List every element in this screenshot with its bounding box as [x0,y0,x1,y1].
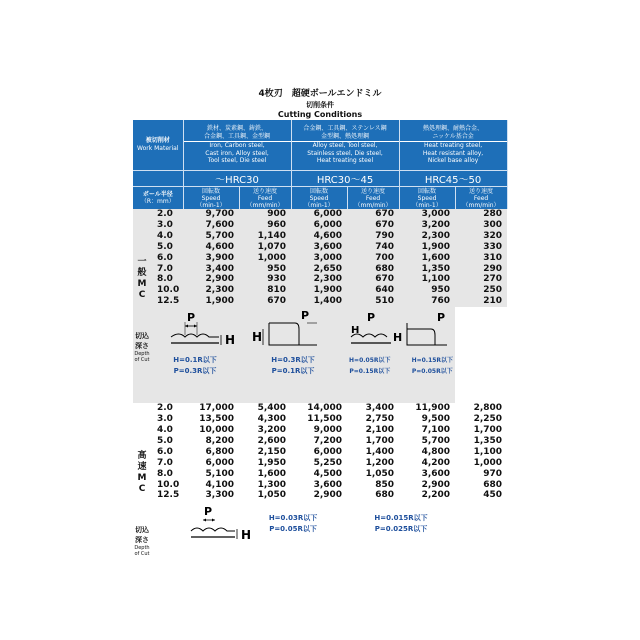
material-2-en3: Heat treating steel [316,157,374,165]
feed-cell: 1,100 [473,446,503,457]
speed-cell: 4,600 [313,230,343,241]
feed-cell: 810 [267,285,287,296]
cond-2-h: H=0.3R以下 [271,356,315,365]
material-3-jp1: 熱処理鋼、耐熱合金、 [423,125,484,133]
radius-cell: 3.0 [157,414,173,425]
feed-unit: （mm/min） [462,201,500,209]
depth-diagram-2-svg [239,307,347,349]
speed-cell: 4,500 [313,468,343,479]
speed-cell: 3,300 [205,490,235,501]
table-row [133,469,507,480]
speed-cell: 13,500 [199,414,235,425]
ball-radius-label: ボール半径 [142,191,173,198]
feed-header [347,187,399,210]
section-label-char: M [137,472,147,483]
speed-cell: 14,000 [307,403,343,414]
depth-diagram-2 [239,307,347,403]
speed-cell: 3,400 [205,263,235,274]
h-letter: H [393,331,403,345]
radius-cell: 6.0 [157,252,173,263]
feed-cell: 2,250 [473,414,503,425]
feed-cell: 1,700 [473,424,503,435]
feed-cell: 1,140 [257,230,287,241]
feed-cell: 2,600 [257,435,287,446]
p-letter: P [437,311,446,325]
material-1 [183,120,291,171]
feed-header [239,187,291,210]
feed-cell: 320 [483,230,503,241]
feed-cell: 310 [483,252,503,263]
speed-cell: 5,700 [421,435,451,446]
speed-cell: 4,100 [205,479,235,490]
speed-cell: 1,900 [205,296,235,307]
speed-jp: 回転数 [202,187,221,195]
h-letter: H [252,330,263,345]
feed-cell: 850 [375,479,395,490]
highspeed-depth-section [133,501,507,583]
feed-cell: 2,750 [365,414,395,425]
speed-cell: 7,200 [313,435,343,446]
material-3 [399,120,507,171]
feed-cell: 2,800 [473,403,503,414]
material-2-en1: Alloy steel, Tool steel, [312,142,378,150]
section-label-char: C [138,289,146,300]
table-row [133,490,507,501]
feed-en: Feed [473,194,489,202]
feed-cell: 670 [375,209,395,219]
section-label-char: 一 [137,257,147,267]
cond-hs-1-h: H=0.03R以下 [268,514,318,523]
feed-cell: 450 [483,490,503,501]
speed-cell: 2,300 [205,285,235,296]
speed-unit: （min-1） [196,201,226,209]
speed-en: Speed [309,194,329,202]
speed-cell: 2,900 [205,274,235,285]
table-row [133,231,507,242]
radius-cell: 7.0 [157,457,173,468]
work-material-jp: 被切削材 [145,137,170,144]
speed-header [399,187,455,210]
feed-cell: 740 [375,241,395,252]
table-row [133,447,507,458]
cond-hs-2-h: H=0.015R以下 [374,514,428,523]
radius-cell: 10.0 [157,479,180,490]
feed-unit: （mm/min） [246,201,284,209]
feed-cell: 790 [375,230,395,241]
speed-cell: 6,000 [205,457,235,468]
speed-cell: 9,700 [205,209,235,219]
material-row [133,120,507,171]
table-row [133,414,507,425]
work-material-label [133,120,183,171]
depth-diagram-hs [151,501,252,583]
radius-cell: 6.0 [157,446,173,457]
feed-cell: 680 [483,479,503,490]
ball-radius-header [133,187,183,210]
section-label-char: 高 [137,451,147,462]
feed-cell: 2,150 [257,446,287,457]
feed-cell: 1,400 [365,446,395,457]
feed-cell: 3,400 [365,403,395,414]
material-1-en2: Cast iron, Alloy steel, [205,149,269,157]
feed-cell: 1,050 [257,490,287,501]
feed-cell: 300 [483,219,503,230]
radius-cell: 2.0 [157,209,173,219]
speed-cell: 6,800 [205,446,235,457]
speed-cell: 3,000 [421,209,451,219]
speed-cell: 3,600 [313,479,343,490]
feed-cell: 4,300 [257,414,287,425]
radius-cell: 8.0 [157,274,173,285]
speed-jp: 回転数 [418,187,437,195]
material-3-en1: Heat treating steel, [423,142,483,150]
material-1-en1: Iron, Carbon steel, [209,142,265,150]
speed-cell: 2,650 [313,263,343,274]
cond-1-p: P=0.3R以下 [173,367,217,376]
depth-of-cut-label-2 [133,501,151,583]
hardness-row [133,171,507,187]
cond-1-h: H=0.1R以下 [173,356,217,365]
speed-cell: 4,600 [205,241,235,252]
speed-cell: 1,900 [421,241,451,252]
feed-jp: 送り速度 [469,187,494,195]
h-letter: H [351,325,360,337]
subtitle-jp: 切削条件 [306,101,334,109]
p-letter: P [187,311,196,325]
feed-cell: 1,350 [473,435,503,446]
speed-cell: 2,300 [421,230,451,241]
material-1-jp2: 合金鋼、工具鋼、金型鋼 [184,133,291,143]
feed-cell: 1,000 [473,457,503,468]
material-3-en2: Heat resistant alloy, [422,149,484,157]
material-2-en2: Stainless steel, Die steel, [307,149,383,157]
radius-cell: 4.0 [157,230,173,241]
material-2-jp1: 合金鋼、工具鋼、ステンレス鋼 [303,125,387,133]
speed-cell: 9,500 [421,414,451,425]
speed-header [183,187,239,210]
p-letter: P [367,311,376,325]
feed-cell: 640 [375,285,395,296]
speed-cell: 11,500 [307,414,343,425]
feed-cell: 290 [483,263,503,274]
cond-3 [347,355,455,377]
depth-of-cut-label [133,307,151,403]
feed-cell: 5,400 [257,403,287,414]
speed-cell: 8,200 [205,435,235,446]
table-row [133,274,507,285]
feed-jp: 送り速度 [253,187,278,195]
table-row [133,285,507,296]
radius-cell: 2.0 [157,403,173,414]
page-title: 4枚刃 超硬ボールエンドミル [258,89,382,99]
speed-cell: 11,900 [415,403,451,414]
table-row [133,425,507,436]
depth-diagram-hs-svg [151,501,259,545]
speed-cell: 17,000 [199,403,235,414]
p-letter: P [301,309,310,323]
feed-cell: 210 [483,296,503,307]
p-letter: P [204,505,213,519]
feed-cell: 680 [375,263,395,274]
material-2 [291,120,399,171]
feed-cell: 510 [375,296,395,307]
radius-cell: 3.0 [157,219,173,230]
speed-cell: 2,200 [421,490,451,501]
table-row [133,458,507,469]
feed-cell: 270 [483,274,503,285]
radius-cell: 7.0 [157,263,173,274]
speed-cell: 1,100 [421,274,451,285]
feed-cell: 1,200 [365,457,395,468]
feed-cell: 670 [375,219,395,230]
table-row [133,253,507,264]
section-label [133,209,151,307]
h-letter: H [225,333,236,348]
depth-diagram-3 [347,307,455,403]
table-row [133,480,507,491]
feed-cell: 1,600 [257,468,287,479]
speed-jp: 回転数 [310,187,329,195]
cond-3-h: H=0.05R以下 [349,357,391,365]
radius-cell: 5.0 [157,435,173,446]
table-row [133,436,507,447]
feed-cell: 670 [267,296,287,307]
radius-cell: 12.5 [157,296,180,307]
speed-cell: 3,000 [313,252,343,263]
feed-cell: 680 [375,490,395,501]
radius-cell: 12.5 [157,490,180,501]
section-label-char: 般 [137,267,147,278]
speed-cell: 7,100 [421,424,451,435]
cutting-conditions-table [133,120,508,583]
feed-cell: 930 [267,274,287,285]
section-label-char: M [137,278,147,289]
cond-hs-1-p: P=0.05R以下 [269,525,317,534]
h-letter: H [241,528,252,543]
cond-1 [151,355,239,377]
feed-cell: 1,300 [257,479,287,490]
feed-header [455,187,507,210]
speed-cell: 3,600 [313,241,343,252]
hrc-2: HRC30～45 [291,171,399,187]
table-row [133,209,507,220]
speed-en: Speed [417,194,437,202]
depth-en: Depth of Cut [134,351,150,364]
cond-3-h2: H=0.15R以下 [411,357,454,365]
column-header-row [133,187,507,210]
subtitle-en: Cutting Conditions [277,110,363,119]
depth-en: Depth of Cut [134,545,150,558]
work-material-en: Work Material [137,145,179,152]
feed-cell: 1,050 [365,468,395,479]
feed-cell: 1,070 [257,241,287,252]
feed-cell: 670 [375,274,395,285]
general-mc-section [133,209,507,307]
cond-2-p: P=0.1R以下 [271,367,315,376]
feed-cell: 1,700 [365,435,395,446]
section-label [133,403,151,501]
section-label-char: C [138,483,146,494]
table-row [133,242,507,253]
speed-cell: 4,800 [421,446,451,457]
speed-cell: 10,000 [199,424,235,435]
cond-hs-2-p: P=0.025R以下 [374,525,428,534]
material-1-en3: Tool steel, Die steel [207,157,267,165]
speed-unit: （min-1） [412,201,442,209]
depth-diagram-1 [151,307,239,403]
feed-cell: 970 [483,468,503,479]
speed-cell: 3,900 [205,252,235,263]
speed-cell: 3,200 [421,219,451,230]
cond-3-p: P=0.15R以下 [349,368,391,376]
hrc-1: ～HRC30 [183,171,291,187]
speed-cell: 1,400 [313,296,343,307]
depth-diagram-3-svg [347,307,455,349]
feed-jp: 送り速度 [361,187,386,195]
speed-cell: 2,300 [313,274,343,285]
speed-cell: 2,900 [313,490,343,501]
speed-cell: 5,250 [313,457,343,468]
cond-3-p2: P=0.05R以下 [411,368,453,376]
radius-cell: 10.0 [157,285,180,296]
speed-cell: 4,200 [421,457,451,468]
speed-unit: （min-1） [304,201,334,209]
speed-cell: 3,600 [421,468,451,479]
table-row [133,264,507,275]
feed-cell: 3,200 [257,424,287,435]
general-depth-section [133,307,507,403]
feed-en: Feed [365,194,381,202]
material-2-jp2: 金型鋼、熱処理鋼 [292,133,399,143]
high-speed-mc-section [133,403,507,501]
table-row [133,296,507,307]
depth-jp: 切込深さ [135,526,149,545]
radius-cell: 4.0 [157,424,173,435]
depth-jp: 切込深さ [135,332,149,351]
speed-cell: 2,900 [421,479,451,490]
table-row [133,403,507,414]
ball-radius-unit: （R：mm） [140,198,175,205]
material-1-jp1: 鉄材、炭素鋼、鋳鉄、 [207,125,268,133]
speed-cell: 6,000 [313,219,343,230]
section-label-char: 速 [137,462,147,473]
speed-cell: 1,350 [421,263,451,274]
cond-hs-2 [347,501,455,583]
speed-en: Speed [201,194,221,202]
speed-cell: 6,000 [313,446,343,457]
feed-cell: 950 [267,263,287,274]
speed-cell: 1,900 [313,285,343,296]
feed-cell: 700 [375,252,395,263]
speed-header [291,187,347,210]
speed-cell: 5,700 [205,230,235,241]
speed-cell: 7,600 [205,219,235,230]
speed-cell: 950 [431,285,451,296]
table-row [133,220,507,231]
speed-cell: 760 [431,296,451,307]
feed-cell: 280 [483,209,503,219]
feed-en: Feed [257,194,273,202]
feed-cell: 1,950 [257,457,287,468]
feed-cell: 960 [267,219,287,230]
material-3-en3: Nickel base alloy [427,157,479,165]
hrc-3: HRC45～50 [399,171,507,187]
speed-cell: 9,000 [313,424,343,435]
feed-cell: 2,100 [365,424,395,435]
feed-cell: 1,000 [257,252,287,263]
speed-cell: 5,100 [205,468,235,479]
feed-cell: 900 [267,209,287,219]
material-3-jp2: ニッケル基合金 [400,133,507,143]
feed-unit: （mm/min） [354,201,392,209]
cond-2 [239,355,347,377]
speed-cell: 6,000 [313,209,343,219]
feed-cell: 330 [483,241,503,252]
radius-cell: 5.0 [157,241,173,252]
speed-cell: 1,600 [421,252,451,263]
radius-cell: 8.0 [157,468,173,479]
feed-cell: 250 [483,285,503,296]
